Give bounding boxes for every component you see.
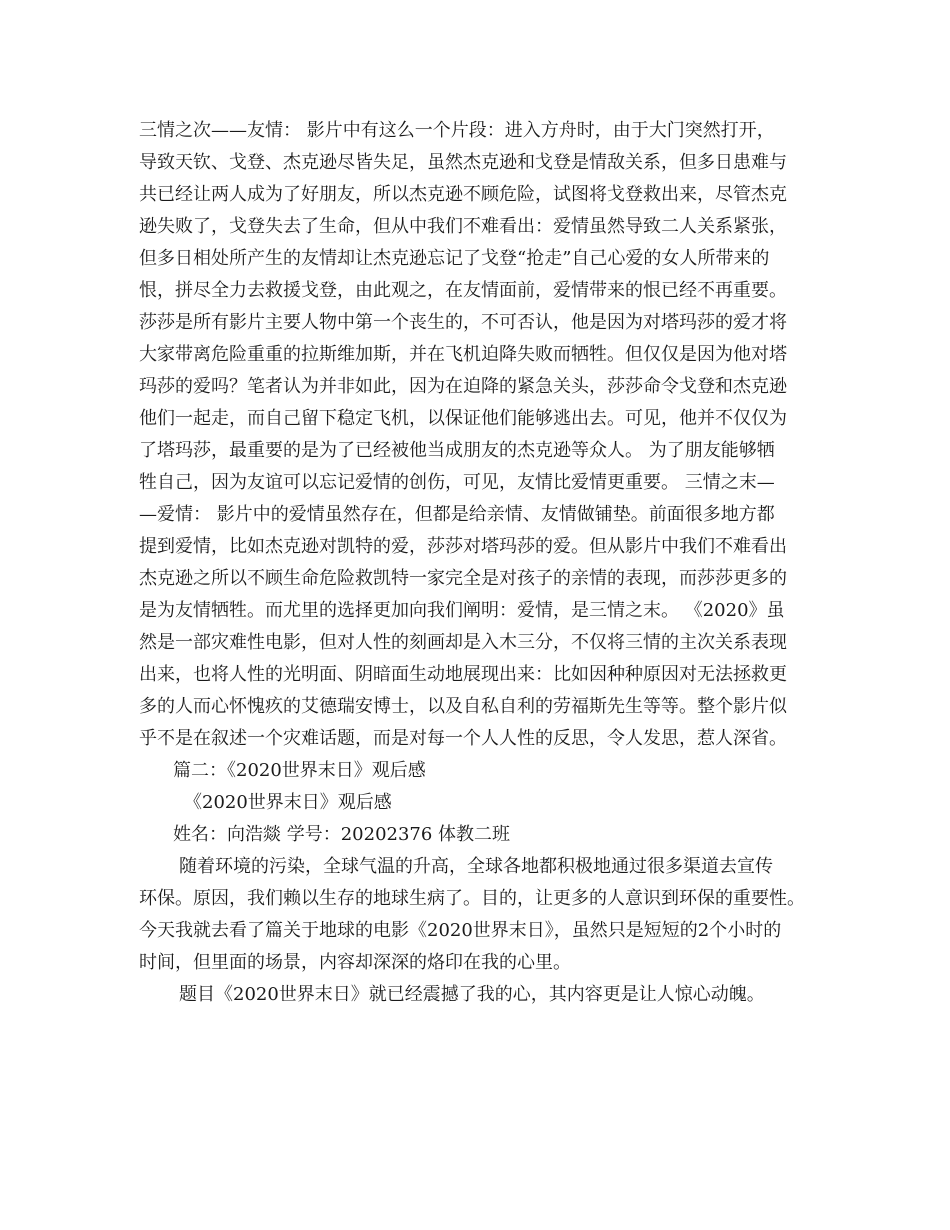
document-body (139, 115, 819, 1011)
text-line: 导致天钦、戈登、杰克逊尽皆失足，虽然杰克逊和戈登是情敌关系，但多日患难与 (139, 152, 787, 173)
text-line: 然是一部灾难性电影，但对人性的刻画却是入木三分，不仅将三情的主次关系表现 (139, 632, 787, 653)
text-line: 提到爱情，比如杰克逊对凯特的爱，莎莎对塔玛莎的爱。但从影片中我们不难看出 (139, 536, 787, 557)
text-line: 逊失败了，戈登失去了生命，但从中我们不难看出：爱情虽然导致二人关系紧张， (139, 216, 787, 237)
text-line: 他们一起走，而自己留下稳定飞机，以保证他们能够逃出去。可见，他并不仅仅为 (139, 408, 787, 429)
paragraph-line: 时间，但里面的场景，内容却深深的烙印在我的心里。 (139, 952, 571, 973)
text-line: 三情之次——友情： 影片中有这么一个片段：进入方舟时，由于大门突然打开， (139, 120, 775, 141)
text-line: —爱情： 影片中的爱情虽然存在，但都是给亲情、友情做铺垫。前面很多地方都 (139, 504, 775, 525)
text-line: 共已经让两人成为了好朋友，所以杰克逊不顾危险，试图将戈登救出来，尽管杰克 (139, 184, 787, 205)
author-info: 姓名：向浩燚 学号：20202376 体教二班 (173, 824, 511, 845)
text-line: 多的人而心怀愧疚的艾德瑞安博士，以及自私自利的劳福斯先生等等。整个影片似 (139, 696, 787, 717)
text-line: 玛莎的爱吗？笔者认为并非如此，因为在迫降的紧急关头，莎莎命令戈登和杰克逊 (139, 376, 787, 397)
essay-title: 《2020世界末日》观后感 (184, 792, 392, 813)
paragraph-line: 随着环境的污染，全球气温的升高，全球各地都积极地通过很多渠道去宣传 (179, 856, 773, 877)
section-heading: 篇二：《2020世界末日》观后感 (173, 760, 426, 781)
text-line: 杰克逊之所以不顾生命危险救凯特一家完全是对孩子的亲情的表现，而莎莎更多的 (139, 568, 787, 589)
text-line: 牲自己，因为友谊可以忘记爱情的创伤，可见，友情比爱情更重要。 三情之末— (139, 472, 775, 493)
text-line: 出来，也将人性的光明面、阴暗面生动地展现出来：比如因种种原因对无法拯救更 (139, 664, 787, 685)
text-line: 恨，拼尽全力去救援戈登，由此观之，在友情面前，爱情带来的恨已经不再重要。 (139, 280, 787, 301)
paragraph-line: 环保。原因，我们赖以生存的地球生病了。目的，让更多的人意识到环保的重要性。 (139, 888, 805, 909)
paragraph-line: 题目《2020世界末日》就已经震撼了我的心，其内容更是让人惊心动魄。 (179, 984, 765, 1005)
text-line: 莎莎是所有影片主要人物中第一个丧生的，不可否认，他是因为对塔玛莎的爱才将 (139, 312, 787, 333)
text-line: 了塔玛莎，最重要的是为了已经被他当成朋友的杰克逊等众人。 为了朋友能够牺 (139, 440, 775, 461)
text-line: 乎不是在叙述一个灾难话题，而是对每一个人人性的反思，令人发思，惹人深省。 (139, 728, 787, 749)
text-line: 但多日相处所产生的友情却让杰克逊忘记了戈登“抢走”自己心爱的女人所带来的 (139, 248, 770, 269)
paragraph-line: 今天我就去看了篇关于地球的电影《2020世界末日》，虽然只是短短的2个小时的 (139, 920, 782, 941)
text-line: 是为友情牺牲。而尤里的选择更加向我们阐明：爱情，是三情之末。 《2020》虽 (139, 600, 785, 621)
text-line: 大家带离危险重重的拉斯维加斯，并在飞机迫降失败而牺牲。但仅仅是因为他对塔 (139, 344, 787, 365)
